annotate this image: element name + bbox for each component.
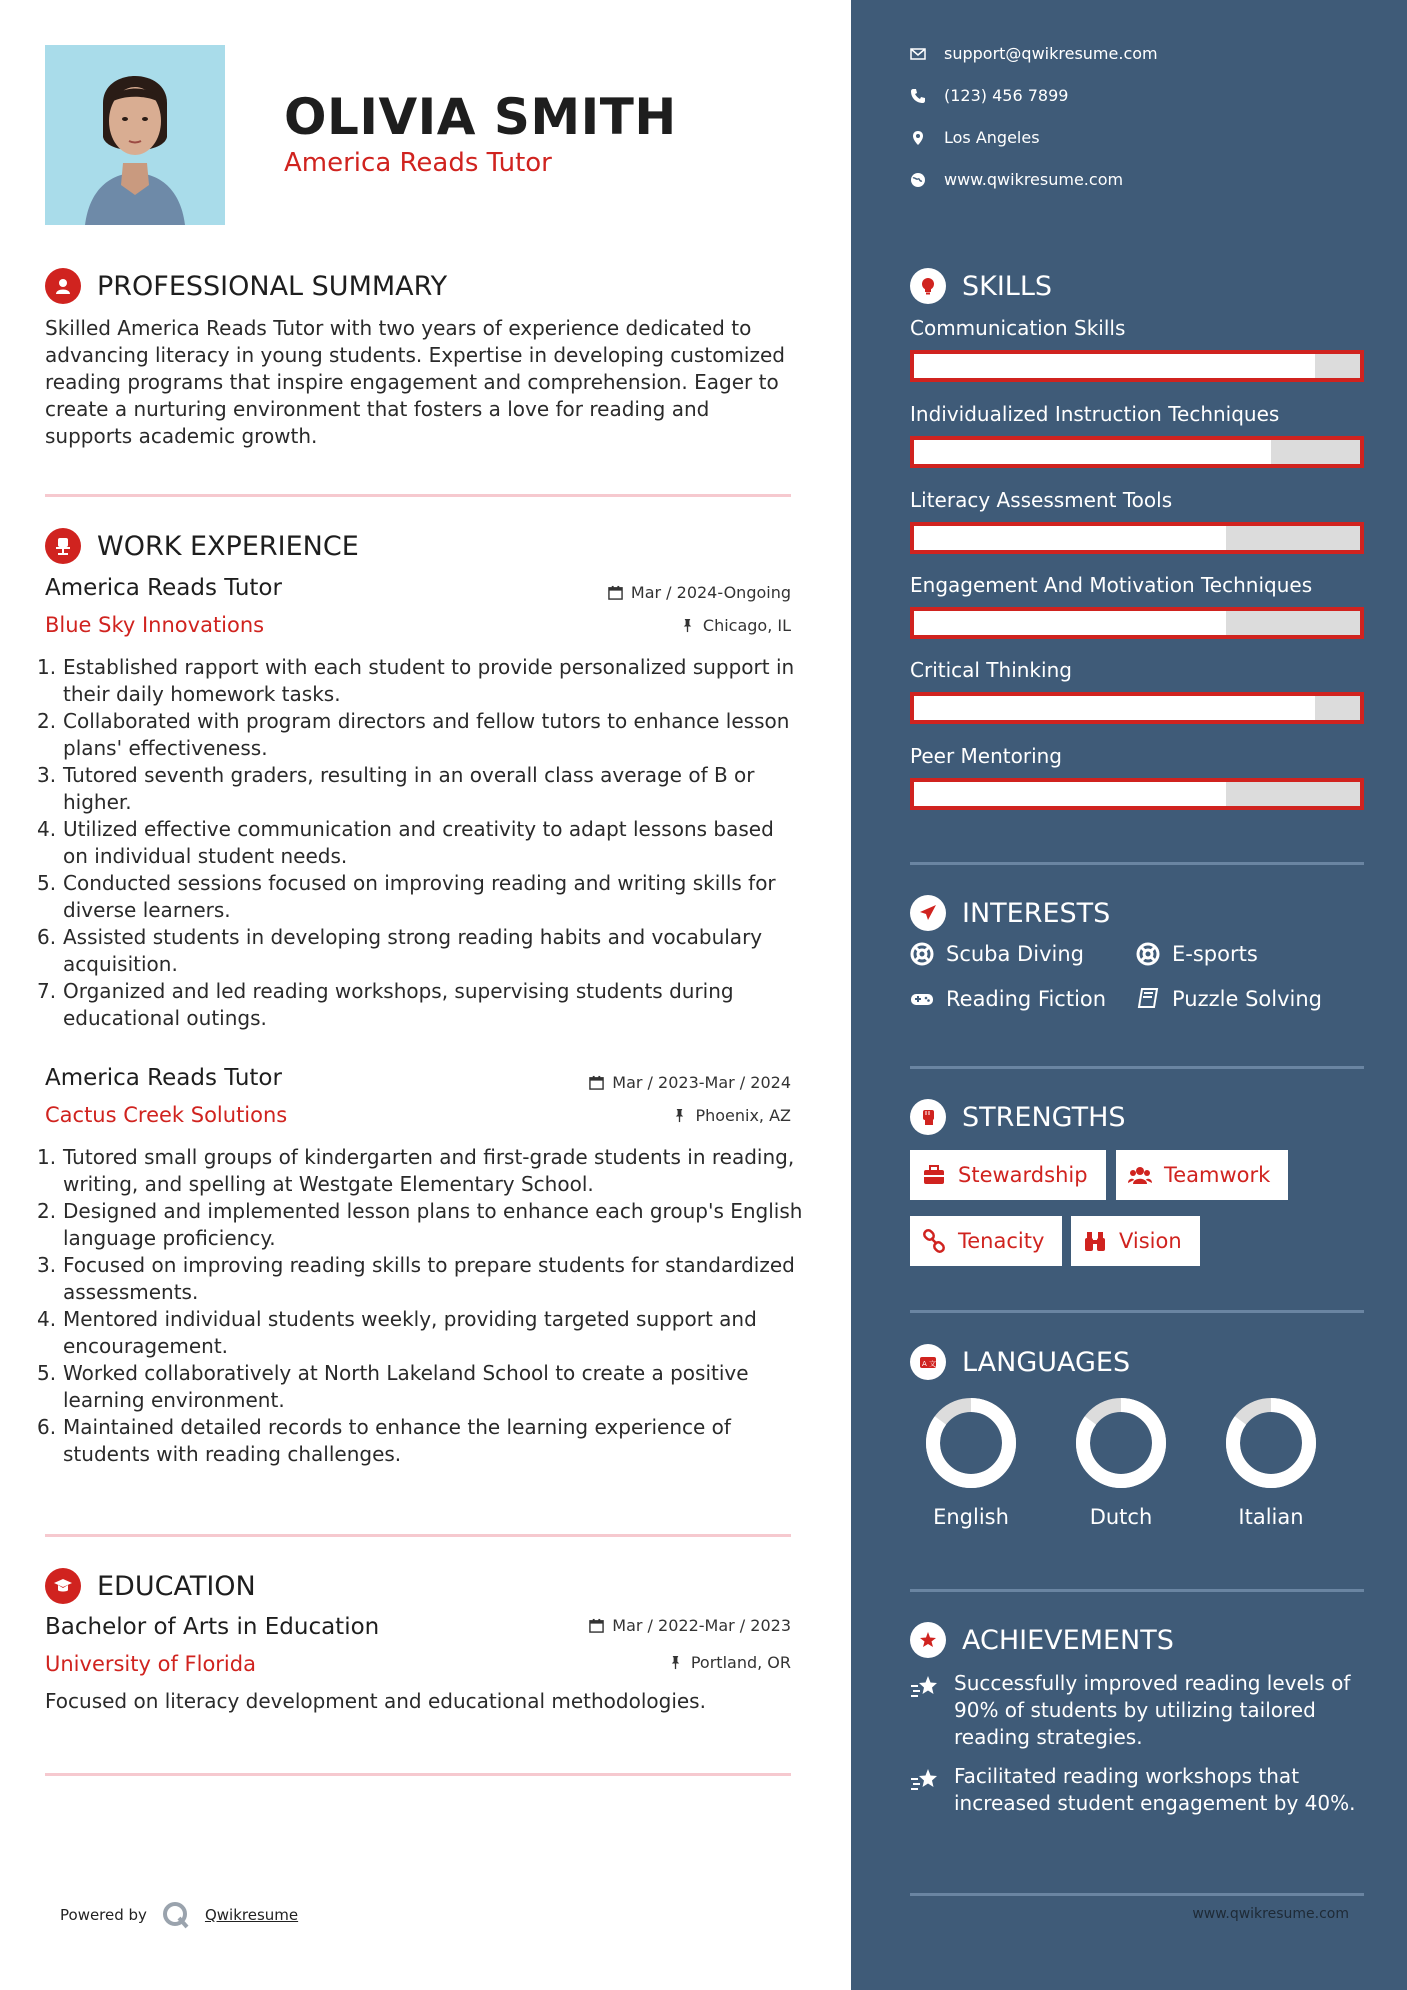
summary-title: PROFESSIONAL SUMMARY — [97, 270, 448, 302]
section-divider — [910, 1066, 1364, 1069]
list-item: 1. Tutored small groups of kindergarten and first-grade students in reading, writing, and spelling at Westgate Elementary School. — [37, 1145, 795, 1196]
job-company: Blue Sky Innovations — [45, 613, 265, 637]
experience-title: WORK EXPERIENCE — [97, 530, 359, 562]
interest-item: Scuba Diving — [910, 942, 1084, 966]
phone-icon — [910, 88, 926, 104]
skill-bar-fill — [914, 440, 1271, 464]
qwikresume-link[interactable]: Qwikresume — [204, 1906, 299, 1924]
skill-bar — [910, 350, 1364, 382]
skill-bar — [910, 436, 1364, 468]
job-responsibilities — [37, 654, 805, 1032]
education-location: Portland, OR — [668, 1653, 791, 1672]
job-location: Phoenix, AZ — [672, 1106, 791, 1125]
school-name: University of Florida — [45, 1652, 256, 1676]
job-date: Mar / 2023-Mar / 2024 — [589, 1073, 791, 1092]
skill-bar — [910, 607, 1364, 639]
skill-bar-fill — [914, 526, 1226, 550]
job-company: Cactus Creek Solutions — [45, 1103, 288, 1127]
list-item: 3. Tutored seventh graders, resulting in an overall class average of B or higher. — [37, 763, 755, 814]
list-item: 3. Focused on improving reading skills to prepare students for standardized assessments. — [37, 1253, 795, 1304]
section-divider — [45, 1773, 791, 1776]
binoculars-icon — [1083, 1229, 1107, 1253]
link-icon — [922, 1229, 946, 1253]
pin-icon — [672, 1108, 687, 1123]
gamepad-icon — [910, 987, 934, 1011]
skill-name: Literacy Assessment Tools — [910, 488, 1173, 512]
candidate-role: America Reads Tutor — [284, 148, 552, 178]
list-item: 1. Established rapport with each student to provide personalized support in their daily homework tasks. — [37, 655, 795, 706]
language-donut — [923, 1395, 1019, 1491]
lightbulb-icon — [910, 268, 946, 304]
skill-bar-fill — [914, 782, 1226, 806]
section-divider — [910, 1310, 1364, 1313]
languages-heading: A 文 LANGUAGES — [910, 1344, 1130, 1380]
language-label: Dutch — [1089, 1505, 1153, 1529]
list-item: 7. Organized and led reading workshops, supervising students during educational outings. — [37, 979, 734, 1030]
profile-photo — [45, 45, 225, 225]
skill-name: Communication Skills — [910, 316, 1126, 340]
powered-by: Powered by Qwikresume — [60, 1900, 298, 1930]
briefcase-icon — [922, 1163, 946, 1187]
graduation-icon — [45, 1568, 81, 1604]
list-item: 2. Collaborated with program directors and fellow tutors to enhance lesson plans' effectiveness. — [37, 709, 790, 760]
skill-bar-fill — [914, 354, 1315, 378]
language-label: Italian — [1238, 1505, 1304, 1529]
qwikresume-logo-icon — [161, 1900, 191, 1930]
svg-text:A: A — [922, 1360, 927, 1368]
section-divider — [910, 1893, 1364, 1896]
language-donut — [1223, 1395, 1319, 1491]
education-heading — [45, 1568, 256, 1604]
job-date: Mar / 2024-Ongoing — [608, 583, 791, 602]
envelope-icon — [910, 46, 926, 62]
fist-icon — [910, 1099, 946, 1135]
chair-icon — [45, 528, 81, 564]
language-item — [1061, 1395, 1181, 1529]
list-item: 6. Assisted students in developing strong reading habits and vocabulary acquisition. — [37, 925, 763, 976]
contact-email: support@qwikresume.com — [910, 44, 1158, 63]
shooting-star-icon — [910, 1672, 940, 1702]
list-item: 4. Mentored individual students weekly, providing targeted support and encouragement. — [37, 1307, 757, 1358]
list-item: 2. Designed and implemented lesson plans to enhance each group's English language proficiency. — [37, 1199, 803, 1250]
list-item: 5. Worked collaboratively at North Lakeland School to create a positive learning environment. — [37, 1361, 749, 1412]
language-donut — [1073, 1395, 1169, 1491]
skill-bar-fill — [914, 611, 1226, 635]
strength-chip: Tenacity — [910, 1216, 1062, 1266]
interest-item: Puzzle Solving — [1136, 987, 1322, 1011]
shooting-star-icon — [910, 1765, 940, 1795]
contact-phone: (123) 456 7899 — [910, 86, 1068, 105]
globe-icon — [910, 172, 926, 188]
map-pin-icon — [910, 130, 926, 146]
skill-name: Individualized Instruction Techniques — [910, 402, 1280, 426]
interest-item: Reading Fiction — [910, 987, 1106, 1011]
footer-site-link[interactable]: www.qwikresume.com — [1192, 1906, 1349, 1922]
list-item: 5. Conducted sessions focused on improving reading and writing skills for diverse learners. — [37, 871, 776, 922]
calendar-icon — [589, 1075, 604, 1090]
achievements-heading: ACHIEVEMENTS — [910, 1622, 1174, 1658]
book-icon — [1136, 987, 1160, 1011]
svg-text:文: 文 — [929, 1360, 936, 1368]
education-description: Focused on literacy development and educational methodologies. — [45, 1689, 706, 1713]
contact-location: Los Angeles — [910, 128, 1040, 147]
language-item — [911, 1395, 1031, 1529]
skill-bar — [910, 522, 1364, 554]
skill-bar-fill — [914, 696, 1315, 720]
interests-heading: INTERESTS — [910, 895, 1110, 931]
avatar-illustration — [45, 45, 225, 225]
summary-heading — [45, 268, 447, 304]
calendar-icon — [589, 1618, 604, 1633]
lifebuoy-icon — [1136, 942, 1160, 966]
strength-chip: Teamwork — [1116, 1150, 1288, 1200]
language-label: English — [933, 1505, 1009, 1529]
pin-icon — [668, 1655, 683, 1670]
achievement-item: Successfully improved reading levels of 90% of students by utilizing tailored reading strategies. — [910, 1670, 1370, 1751]
education-date: Mar / 2022-Mar / 2023 — [589, 1616, 791, 1635]
job-location: Chicago, IL — [680, 616, 791, 635]
degree-title: Bachelor of Arts in Education — [45, 1614, 380, 1640]
skill-name: Peer Mentoring — [910, 744, 1063, 768]
achievement-item: Facilitated reading workshops that increased student engagement by 40%. — [910, 1763, 1370, 1817]
job-responsibilities — [37, 1144, 805, 1468]
language-item — [1211, 1395, 1331, 1529]
skills-heading: SKILLS — [910, 268, 1052, 304]
skill-bar — [910, 692, 1364, 724]
users-icon — [1128, 1163, 1152, 1187]
calendar-icon — [608, 585, 623, 600]
lifebuoy-icon — [910, 942, 934, 966]
user-icon — [45, 268, 81, 304]
skill-name: Critical Thinking — [910, 658, 1072, 682]
section-divider — [45, 494, 791, 497]
job-title: America Reads Tutor — [45, 1065, 282, 1091]
skill-name: Engagement And Motivation Techniques — [910, 573, 1313, 597]
list-item: 6. Maintained detailed records to enhance the learning experience of students with reading challenges. — [37, 1415, 731, 1466]
summary-text: Skilled America Reads Tutor with two years of experience dedicated to advancing literacy in young students. Expertise in developing customized reading programs that inspire engagement and comprehension. Eager to create a nurturing environment that fosters a love for reading and supports academic growth. — [45, 316, 785, 448]
list-item: 4. Utilized effective communication and creativity to adapt lessons based on individual student needs. — [37, 817, 774, 868]
candidate-name: OLIVIA SMITH — [284, 88, 677, 146]
section-divider — [45, 1534, 791, 1537]
pin-icon — [680, 618, 695, 633]
translate-icon — [910, 1344, 946, 1380]
skill-bar — [910, 778, 1364, 810]
section-divider — [910, 862, 1364, 865]
interest-item: E-sports — [1136, 942, 1258, 966]
section-divider — [910, 1589, 1364, 1592]
experience-heading — [45, 528, 359, 564]
job-title: America Reads Tutor — [45, 575, 282, 601]
strengths-heading: STRENGTHS — [910, 1099, 1126, 1135]
contact-website: www.qwikresume.com — [910, 170, 1123, 189]
paper-plane-icon — [910, 895, 946, 931]
strength-chip: Vision — [1071, 1216, 1200, 1266]
strength-chip: Stewardship — [910, 1150, 1106, 1200]
education-title: EDUCATION — [97, 1570, 256, 1602]
star-burst-icon — [910, 1622, 946, 1658]
